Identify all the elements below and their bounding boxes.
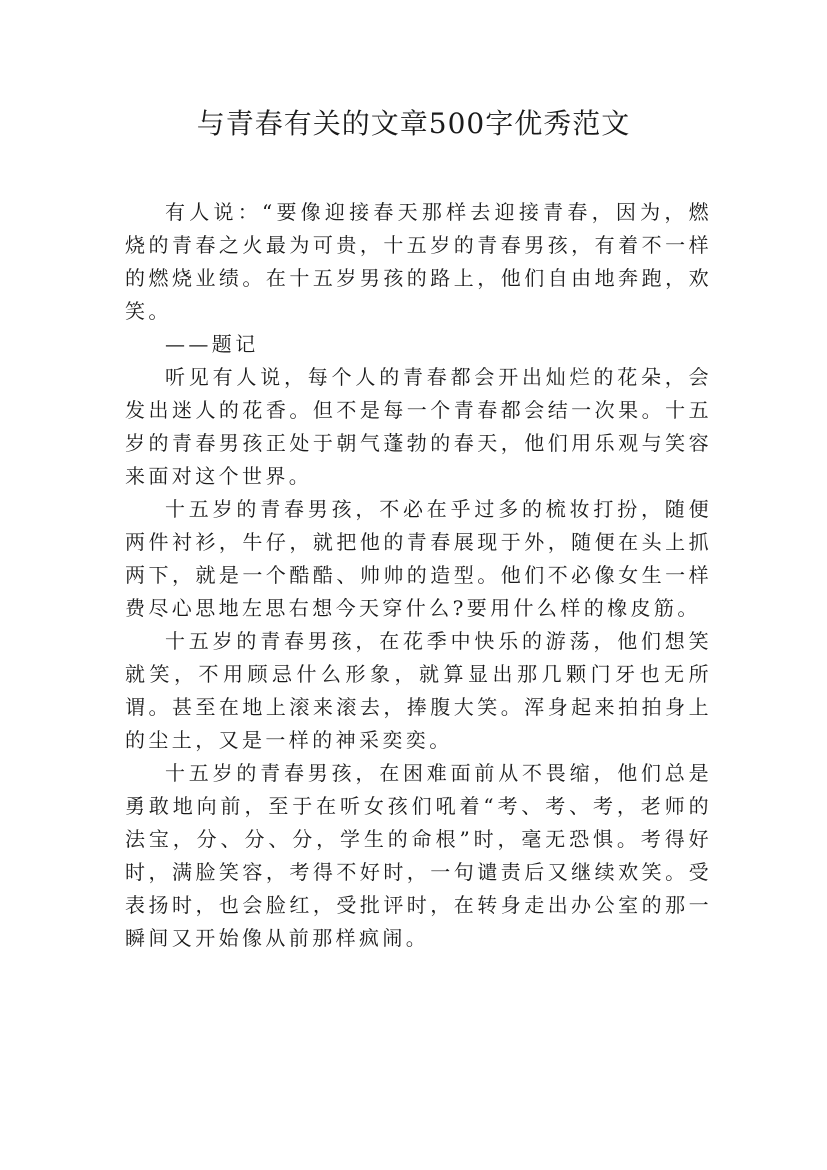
paragraph-2: 听见有人说，每个人的青春都会开出灿烂的花朵，会发出迷人的花香。但不是每一个青春都会结一次果。十五岁的青春男孩正处于朝气蓬勃的春天，他们用乐观与笑容来面对这个世界。	[125, 365, 712, 488]
document-body	[125, 196, 712, 955]
paragraph-5: 十五岁的青春男孩，在困难面前从不畏缩，他们总是勇敢地向前，至于在听女孩们吼着“考、考、考，老师的法宝，分、分、分，学生的命根”时，毫无恐惧。考得好时，满脸笑容，考得不好时，一句谴责后又继续欢笑。受表扬时，也会脸红，受批评时，在转身走出办公室的那一瞬间又开始像从前那样疯闹。	[125, 761, 712, 950]
paragraph-intro: 有人说：“要像迎接春天那样去迎接青春，因为，燃烧的青春之火最为可贵，十五岁的青春男孩，有着不一样的燃烧业绩。在十五岁男孩的路上，他们自由地奔跑，欢笑。	[125, 200, 712, 323]
paragraph-epigraph-source: ——题记	[165, 332, 259, 356]
paragraph-3: 十五岁的青春男孩，不必在乎过多的梳妆打扮，随便两件衬衫，牛仔，就把他的青春展现于外，随便在头上抓两下，就是一个酷酷、帅帅的造型。他们不必像女生一样费尽心思地左思右想今天穿什么?要用什么样的橡皮筋。	[125, 497, 712, 620]
document-title: 与青春有关的文章500字优秀范文	[196, 107, 631, 140]
paragraph-4: 十五岁的青春男孩，在花季中快乐的游荡，他们想笑就笑，不用顾忌什么形象，就算显出那几颗门牙也无所谓。甚至在地上滚来滚去，捧腹大笑。浑身起来拍拍身上的尘土，又是一样的神采奕奕。	[125, 629, 712, 752]
